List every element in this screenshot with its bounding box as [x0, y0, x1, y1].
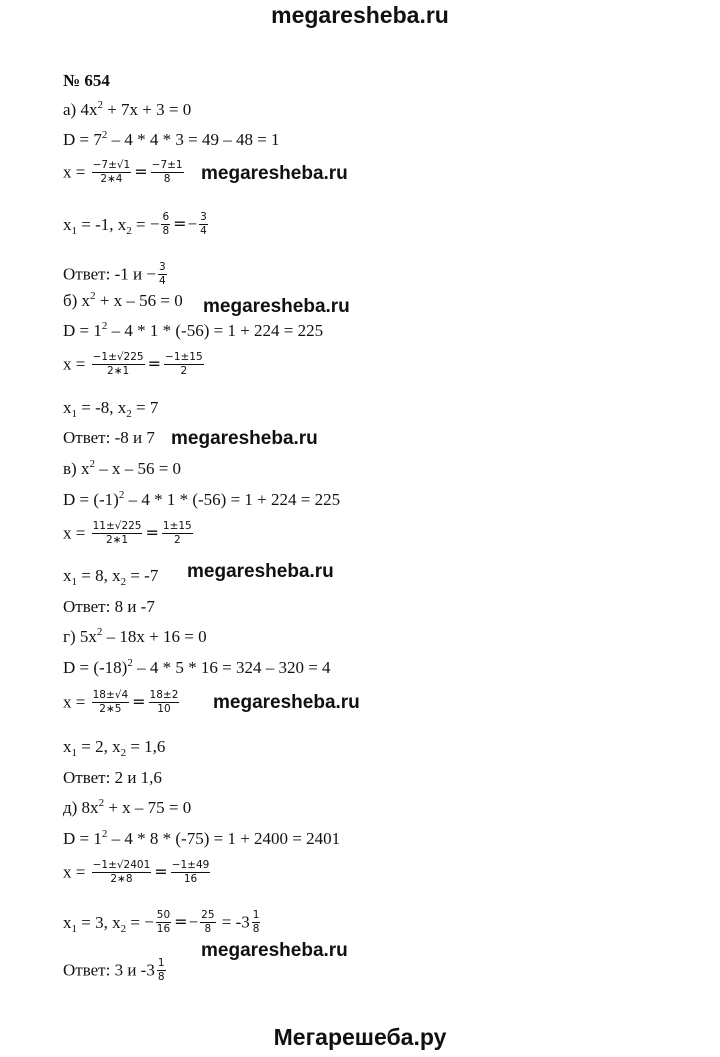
fraction: $\frac{3}{4}$	[200, 211, 207, 237]
watermark: megaresheba.ru	[187, 561, 334, 582]
fraction: $\frac{-7\pm 1}{8}$	[151, 159, 183, 185]
watermark: megaresheba.ru	[201, 163, 348, 184]
fraction: $\frac{3}{4}$	[158, 261, 166, 287]
roots-formula-b: x = $\frac{-1\pm√225}{2∗1}$ = $\frac{-1\pm 15}{2}$	[63, 351, 203, 377]
roots-formula-a: x = $\frac{-7\pm√1}{2∗4}$ = $\frac{-7\pm 1}{8}$	[63, 159, 183, 185]
answer-g: Ответ: 2 и 1,6	[63, 768, 162, 787]
roots-formula-d: x = $\frac{-1\pm√2401}{2∗8}$ = $\frac{-1\pm 49}{16}$	[63, 859, 210, 885]
site-footer: Мегарешеба.ру	[273, 1024, 447, 1050]
answer-a: Ответ: -1 и − $\frac{3}{4}$	[63, 261, 166, 287]
task-number: № 654	[63, 71, 110, 90]
fraction: $\frac{-1\pm 49}{16}$	[171, 859, 210, 885]
fraction: $\frac{-1\pm 15}{2}$	[165, 351, 203, 377]
fraction: $\frac{6}{8}$	[162, 211, 170, 237]
watermark: megaresheba.ru	[201, 940, 348, 961]
equation-a: а) $4x^2 + 7x + 3 = 0$	[63, 99, 192, 119]
answer-d: Ответ: 3 и -3 $\frac{1}{8}$	[63, 957, 165, 983]
roots-result-d: $x_1 = 3$, $x_2$ = − $\frac{50}{16}$ =− $\frac{25}{8}$ = -3 $\frac{1}{8}$	[63, 909, 260, 935]
fraction: $\frac{18\pm√4}{2∗5}$	[92, 689, 129, 715]
equation-g: г) $5x^2 - 18x + 16 = 0$	[63, 626, 207, 646]
fraction: $\frac{11\pm√225}{2∗1}$	[92, 520, 142, 546]
roots-result-v: $x_1 = 8$, $x_2 = -7$	[63, 566, 159, 588]
site-header: megaresheba.ru	[271, 2, 449, 28]
discriminant-v: $D = (-1)^2 - 4 * 1 * (-56) = 1 + 224 = 225$	[63, 489, 341, 509]
fraction: $\frac{-1\pm√2401}{2∗8}$	[92, 859, 151, 885]
equation-b: б) $x^2 + x - 56 = 0$	[63, 290, 183, 310]
roots-result-a: $x_1 = -1$, $x_2$ = − $\frac{6}{8}$ =− $\frac{3}{4}$	[63, 211, 207, 237]
equation-v: в) $x^2 - x - 56 = 0$	[63, 458, 182, 478]
fraction: $\frac{-7\pm√1}{2∗4}$	[92, 159, 131, 185]
fraction: $\frac{18\pm 2}{10}$	[149, 689, 179, 715]
fraction: $\frac{-1\pm√225}{2∗1}$	[92, 351, 144, 377]
watermark: megaresheba.ru	[171, 428, 318, 449]
watermark: megaresheba.ru	[213, 692, 360, 713]
fraction: $\frac{50}{16}$	[156, 909, 171, 935]
fraction: $\frac{25}{8}$	[201, 909, 215, 935]
roots-result-g: $x_1 = 2$, $x_2 = 1,6$	[63, 737, 166, 759]
roots-formula-g: x = $\frac{18\pm√4}{2∗5}$ = $\frac{18\pm 2}{10}$	[63, 689, 179, 715]
roots-formula-v: x = $\frac{11\pm√225}{2∗1}$ = $\frac{1\pm 15}{2}$	[63, 520, 192, 546]
discriminant-d: $D = 1^2 - 4 * 8 * (-75) = 1 + 2400 = 2401$	[63, 828, 341, 848]
fraction: $\frac{1}{8}$	[157, 957, 165, 983]
discriminant-a: $D = 7^2 - 4 * 4 * 3 = 49 - 48 = 1$	[63, 129, 280, 149]
roots-result-b: $x_1 = -8$, $x_2 = 7$	[63, 398, 159, 420]
fraction: $\frac{1\pm 15}{2}$	[162, 520, 192, 546]
answer-v: Ответ: 8 и -7	[63, 597, 155, 616]
fraction: $\frac{1}{8}$	[252, 909, 260, 935]
equation-d: д) $8x^2 + x - 75 = 0$	[63, 797, 192, 817]
watermark: megaresheba.ru	[203, 296, 350, 317]
discriminant-g: $D = (-18)^2 - 4 * 5 * 16 = 324 - 320 = 4$	[63, 657, 331, 677]
answer-b: Ответ: -8 и 7	[63, 428, 155, 447]
discriminant-b: $D = 1^2 - 4 * 1 * (-56) = 1 + 224 = 225$	[63, 320, 324, 340]
